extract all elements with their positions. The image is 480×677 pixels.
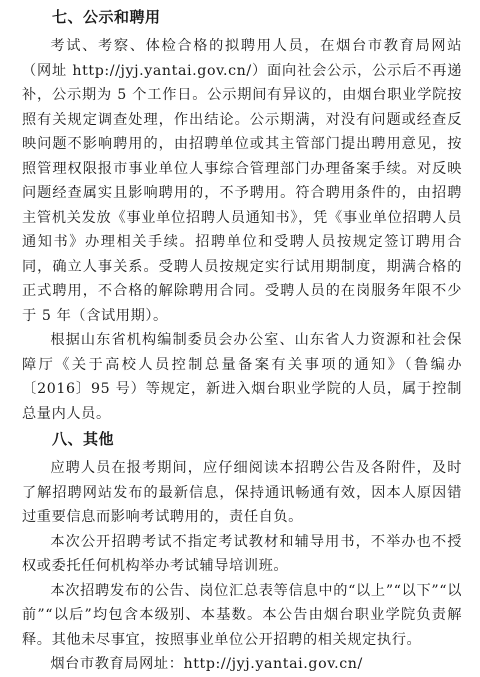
section-heading-publicity: 七、公示和聘用 bbox=[52, 8, 161, 26]
paragraph-interpretation: 本次招聘发布的公告、岗位汇总表等信息中的“以上”“以下”“以前”“以后”均包含本级别、本基数。本公告由烟台职业学院负责解释。其他未尽事宜，按照事业单位公开招聘的相关规定执行。 bbox=[22, 582, 462, 648]
document-body bbox=[22, 6, 462, 677]
website-label: 烟台市教育局网址： bbox=[50, 656, 184, 672]
paragraph-text: ）面向社会公示，公示后不再递补，公示期为 5 个工作日。公示期间有异议的，由烟台职业学院按照有关规定调查处理，作出结论。公示期满，对没有问题或经查反映问题不影响聘用的，由招聘单位或其主管部门提出聘用意见，按照管理权限报市事业单位人事综合管理部门办理备案手续。对反映问题经查属实且影响聘用的，不予聘用。符合聘用条件的，由招聘主管机关发放《事业单位招聘人员通知书》，凭《事业单位招聘人员通知书》办理相关手续。招聘单位和受聘人员按规定签订聘用合同，确立人事关系。受聘人员按规定实行试用期制度，期满合格的正式聘用，不合格的解除聘用合同。受聘人员的在岗服务年限不少于 5 年（含试用期）。 bbox=[22, 62, 462, 324]
section-heading-other: 八、其他 bbox=[52, 430, 115, 448]
paragraph-applicant-notice: 应聘人员在报考期间，应仔细阅读本招聘公告及各附件，及时了解招聘网站发布的最新信息，保持通讯畅通有效，因本人原因错过重要信息而影响考试聘用的，责任自负。 bbox=[22, 460, 462, 525]
paragraph-website bbox=[22, 652, 462, 677]
paragraph-quota-notice: 根据山东省机构编制委员会办公室、山东省人力资源和社会保障厅《关于高校人员控制总量备案有关事项的通知》（鲁编办〔2016〕95 号）等规定，新进入烟台职业学院的人员，属于控制总量内人员。 bbox=[22, 332, 462, 422]
paragraph-publicity-hiring bbox=[22, 34, 462, 328]
paragraph-text: 考试、考察、体检合格的拟聘用人员，在烟台市教育局网站（网址 bbox=[22, 38, 462, 79]
website-link[interactable]: http://jyj.yantai.gov.cn/ bbox=[72, 62, 252, 79]
website-link[interactable]: http://jyj.yantai.gov.cn/ bbox=[183, 656, 363, 672]
paragraph-no-training: 本次公开招聘考试不指定考试教材和辅导用书，不举办也不授权或委托任何机构举办考试辅导培训班。 bbox=[22, 533, 462, 574]
